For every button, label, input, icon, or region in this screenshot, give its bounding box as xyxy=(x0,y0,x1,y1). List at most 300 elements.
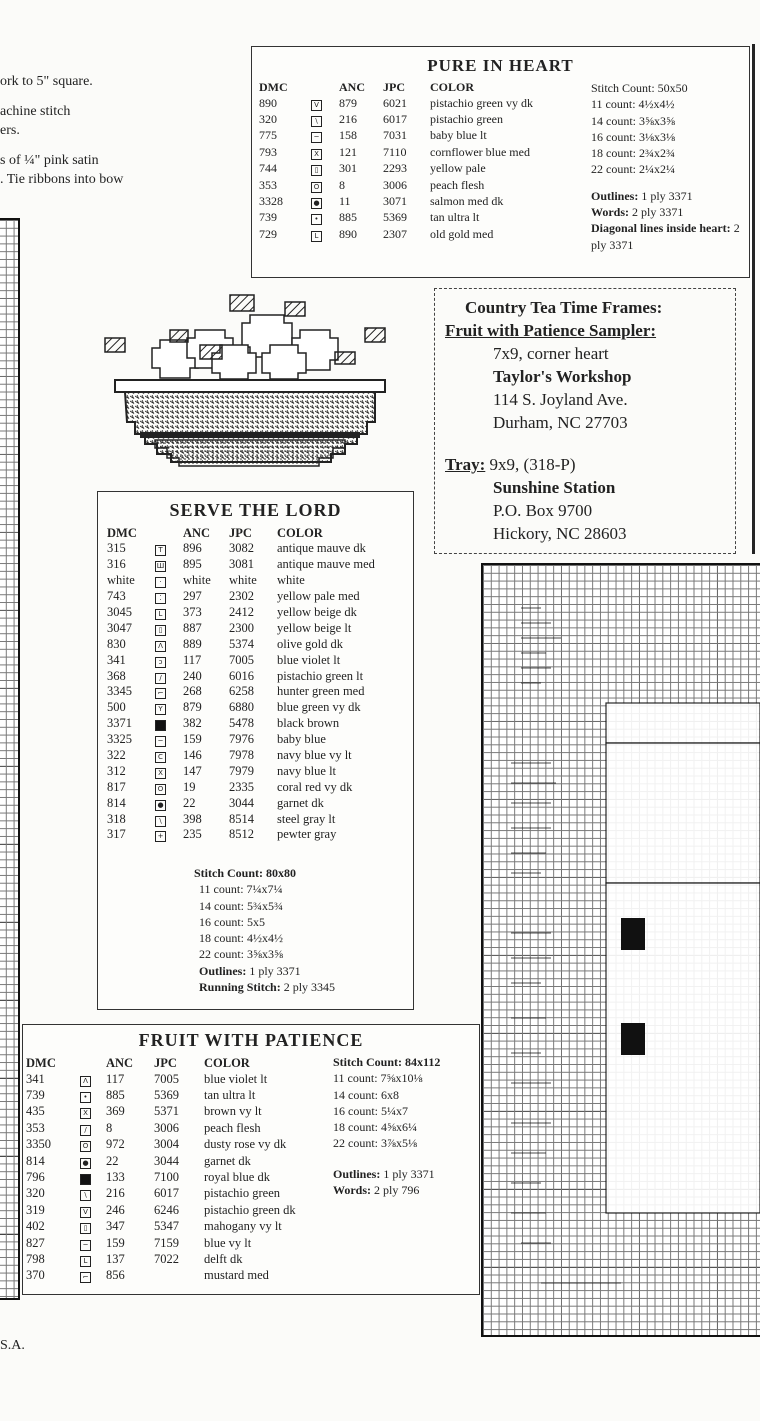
stitch-symbol-icon: ● xyxy=(311,198,322,209)
tray-line xyxy=(445,453,735,476)
floss-anc: white xyxy=(183,573,211,588)
floss-color: tan ultra lt xyxy=(204,1088,256,1103)
outlines-label: Outlines: xyxy=(199,963,247,978)
floss-dmc: 3047 xyxy=(107,620,132,635)
floss-jpc: 6017 xyxy=(383,112,407,127)
fruit-with-patience-info xyxy=(333,1054,477,1198)
floss-jpc: 5347 xyxy=(154,1219,179,1234)
floss-color: yellow pale med xyxy=(277,589,360,604)
floss-dmc: 793 xyxy=(259,144,277,159)
floss-row xyxy=(26,1169,329,1185)
floss-anc: 235 xyxy=(183,827,202,842)
col-anc: ANC xyxy=(339,80,365,94)
stitch-symbol-icon: Ш xyxy=(156,562,165,571)
floss-row xyxy=(26,1071,329,1087)
floss-dmc: 341 xyxy=(107,652,126,667)
floss-jpc: 7005 xyxy=(229,652,254,667)
floss-jpc: 2302 xyxy=(229,589,254,604)
floss-row xyxy=(107,827,407,843)
col-color: COLOR xyxy=(204,1056,250,1070)
floss-row xyxy=(26,1186,329,1202)
floss-color: hunter green med xyxy=(277,684,365,699)
floss-color: pistachio green dk xyxy=(204,1202,296,1217)
stitch-symbol-icon: ▯ xyxy=(155,625,166,636)
floss-color: blue violet lt xyxy=(277,652,341,667)
stitch-symbol-icon: ▯ xyxy=(311,165,322,176)
floss-row xyxy=(26,1268,329,1284)
col-symbol xyxy=(80,1056,106,1071)
floss-jpc: 3006 xyxy=(154,1120,179,1135)
floss-row xyxy=(26,1153,329,1169)
count-line: 11 count: 7⅝x10⅛ xyxy=(333,1071,423,1086)
floss-dmc: 500 xyxy=(107,700,126,715)
pure-in-heart-table xyxy=(259,80,580,243)
floss-dmc: 319 xyxy=(26,1202,45,1217)
col-dmc: DMC xyxy=(259,80,288,94)
floss-row xyxy=(26,1104,329,1120)
floss-row xyxy=(107,541,407,557)
floss-row xyxy=(26,1219,329,1235)
floss-color: garnet dk xyxy=(277,795,324,810)
floss-jpc: 3044 xyxy=(229,795,254,810)
floss-jpc: 7022 xyxy=(154,1251,179,1266)
floss-row xyxy=(107,795,407,811)
floss-anc: 159 xyxy=(106,1235,125,1250)
floss-anc: 382 xyxy=(183,716,202,731)
count-line: 18 count: 4½x4½ xyxy=(199,931,283,946)
floss-jpc: 5369 xyxy=(154,1088,179,1103)
stitch-symbol-icon: ■ xyxy=(80,1174,91,1185)
floss-anc: 121 xyxy=(339,144,357,159)
floss-dmc: 435 xyxy=(26,1104,45,1119)
floss-row xyxy=(107,811,407,827)
left-chart-grid xyxy=(0,218,20,1300)
floss-jpc: 5369 xyxy=(383,210,407,225)
intro-line: s of ¼" pink satin xyxy=(0,153,99,168)
stitch-count: Stitch Count: 80x80 xyxy=(194,866,297,880)
floss-dmc: 830 xyxy=(107,636,126,651)
words xyxy=(333,1182,477,1198)
company-city: Hickory, NC 28603 xyxy=(493,524,627,543)
floss-color: yellow beige dk xyxy=(277,605,357,619)
running-label: Running Stitch: xyxy=(199,980,281,995)
floss-anc: 297 xyxy=(183,589,202,604)
stitch-symbol-icon: X xyxy=(80,1108,91,1119)
running-value: 2 ply 3345 xyxy=(283,980,336,995)
floss-dmc: 317 xyxy=(107,827,126,842)
stitch-symbol-icon: ─ xyxy=(80,1240,91,1251)
serve-the-lord-table xyxy=(107,526,407,843)
floss-anc: 879 xyxy=(339,95,357,110)
floss-jpc: 8512 xyxy=(229,827,254,842)
words xyxy=(591,204,743,220)
floss-dmc: 827 xyxy=(26,1235,45,1250)
floss-dmc: 798 xyxy=(26,1251,45,1266)
floss-jpc: 7159 xyxy=(154,1235,179,1250)
floss-jpc: 6880 xyxy=(229,700,254,715)
col-jpc: JPC xyxy=(383,80,405,94)
stitch-symbol-icon: C xyxy=(155,752,166,763)
stitch-symbol-icon: \ xyxy=(311,116,322,127)
stitch-count: Stitch Count: 50x50 xyxy=(591,81,688,95)
company-address: P.O. Box 9700 xyxy=(493,501,593,520)
floss-jpc: 3071 xyxy=(383,194,407,209)
floss-jpc: 6016 xyxy=(229,668,254,683)
floss-jpc: 5374 xyxy=(229,636,254,651)
floss-anc: 11 xyxy=(339,194,351,209)
floss-anc: 240 xyxy=(183,668,202,683)
floss-anc: 159 xyxy=(183,732,202,747)
floss-row xyxy=(26,1087,329,1103)
floss-color: cornflower blue med xyxy=(430,144,530,159)
floss-color: blue violet lt xyxy=(204,1071,268,1086)
floss-jpc: 7100 xyxy=(154,1170,179,1185)
outlines xyxy=(199,963,404,979)
floss-anc: 216 xyxy=(106,1186,125,1201)
floss-row xyxy=(107,652,407,668)
floss-color: tan ultra lt xyxy=(430,210,480,225)
floss-jpc: 7976 xyxy=(229,732,254,747)
count-line: 18 count: 2¾x2¾ xyxy=(591,146,675,161)
diagonal-lines xyxy=(591,220,743,253)
count-line: 16 count: 5¼x7 xyxy=(333,1103,408,1118)
floss-jpc: 2293 xyxy=(383,161,407,176)
col-jpc: JPC xyxy=(154,1056,177,1070)
col-jpc: JPC xyxy=(229,526,252,540)
floss-row xyxy=(259,144,580,160)
pure-in-heart-key xyxy=(251,46,750,278)
floss-row xyxy=(259,193,580,209)
floss-color: salmon med dk xyxy=(430,194,504,209)
floss-dmc: 743 xyxy=(107,589,126,604)
floss-dmc: 729 xyxy=(259,226,277,241)
floss-dmc: 3345 xyxy=(107,684,132,699)
floss-jpc: 7978 xyxy=(229,748,254,763)
floss-row xyxy=(107,668,407,684)
stitch-symbol-icon: T xyxy=(155,545,166,556)
words-value: 2 ply 796 xyxy=(374,1183,420,1198)
floss-color: black brown xyxy=(277,716,340,731)
floss-row xyxy=(107,557,407,573)
floss-row xyxy=(107,573,407,589)
count-line: 11 count: 4½x4½ xyxy=(591,97,675,112)
floss-dmc: 3045 xyxy=(107,605,132,619)
company-city: Durham, NC 27703 xyxy=(493,413,628,432)
diag-value: 2 ply 3371 xyxy=(591,221,740,252)
company-address: 114 S. Joyland Ave. xyxy=(493,390,628,409)
stitch-symbol-icon: ● xyxy=(155,800,166,811)
floss-row xyxy=(107,620,407,636)
floss-row xyxy=(107,748,407,764)
floss-jpc: 3006 xyxy=(383,177,407,192)
floss-anc: 22 xyxy=(183,795,196,810)
tray-value: 9x9, (318-P) xyxy=(489,455,576,474)
floss-color: peach flesh xyxy=(204,1120,261,1135)
fruit-with-patience-key xyxy=(22,1024,480,1295)
floss-row xyxy=(107,716,407,732)
pure-in-heart-info xyxy=(591,80,743,253)
floss-jpc: 7031 xyxy=(383,128,407,143)
floss-anc: 895 xyxy=(183,557,202,572)
stitch-symbol-icon: ⌐ xyxy=(155,688,166,699)
stitch-symbol-icon: O xyxy=(155,784,166,795)
floss-row xyxy=(26,1235,329,1251)
floss-anc: 896 xyxy=(183,541,202,556)
count-line: 14 count: 3⅝x3⅝ xyxy=(591,113,675,128)
floss-color: delft dk xyxy=(204,1251,243,1266)
frames-info-box xyxy=(434,288,736,554)
floss-dmc: 316 xyxy=(107,557,126,572)
floss-anc: 158 xyxy=(339,128,357,143)
floss-jpc: 6258 xyxy=(229,684,254,699)
floss-color: blue green vy dk xyxy=(277,700,361,715)
floss-anc: 369 xyxy=(106,1104,125,1119)
company-name: Taylor's Workshop xyxy=(493,367,632,386)
words-label: Words: xyxy=(333,1183,372,1198)
fruit-with-patience-title: FRUIT WITH PATIENCE xyxy=(138,1030,364,1050)
fruit-with-patience-table xyxy=(26,1056,329,1284)
stitch-symbol-icon: · xyxy=(155,577,166,588)
floss-row xyxy=(107,636,407,652)
serve-the-lord-key xyxy=(97,491,414,1010)
floss-color: antique mauve dk xyxy=(277,541,366,556)
floss-dmc: 814 xyxy=(26,1153,45,1168)
col-anc: ANC xyxy=(106,1056,134,1070)
stitch-symbol-icon: V xyxy=(311,100,322,111)
floss-jpc: 6017 xyxy=(154,1186,179,1201)
col-color: COLOR xyxy=(277,526,323,540)
floss-color: dusty rose vy dk xyxy=(204,1137,287,1152)
stitch-symbol-icon: + xyxy=(155,831,166,842)
floss-color: pewter gray xyxy=(277,827,337,842)
floss-row xyxy=(259,177,580,193)
floss-dmc: 318 xyxy=(107,811,126,826)
intro-line: ork to 5" square. xyxy=(0,74,93,89)
floss-color: pistachio green xyxy=(430,112,503,127)
count-line: 14 count: 5¾x5¾ xyxy=(199,898,283,913)
stitch-symbol-icon: L xyxy=(80,1256,91,1267)
floss-dmc: white xyxy=(107,573,135,588)
floss-jpc: 2307 xyxy=(383,226,407,241)
floss-color: antique mauve med xyxy=(277,557,375,572)
floss-color: steel gray lt xyxy=(277,811,336,826)
floss-row xyxy=(107,700,407,716)
floss-color: yellow beige lt xyxy=(277,620,352,635)
stitch-symbol-icon: / xyxy=(80,1125,91,1136)
floss-dmc: 320 xyxy=(259,112,277,127)
floss-color: pistachio green lt xyxy=(277,668,364,683)
count-line: 22 count: 2¼x2¼ xyxy=(591,162,675,177)
floss-anc: 885 xyxy=(339,210,357,225)
intro-line: . Tie ribbons into bow xyxy=(0,172,124,187)
floss-anc: 347 xyxy=(106,1219,125,1234)
floss-color: peach flesh xyxy=(430,177,485,192)
floss-anc: 890 xyxy=(339,226,357,241)
intro-text xyxy=(0,72,240,189)
floss-jpc: 3082 xyxy=(229,541,254,556)
floss-dmc: 890 xyxy=(259,95,277,110)
floss-color: mustard med xyxy=(204,1268,269,1283)
running-stitch xyxy=(199,979,404,995)
floss-jpc: 6021 xyxy=(383,95,407,110)
floss-color: pistachio green vy dk xyxy=(430,95,533,110)
floss-dmc: 817 xyxy=(107,779,126,794)
floss-color: brown vy lt xyxy=(204,1104,262,1119)
floss-dmc: 739 xyxy=(259,210,277,225)
floss-row xyxy=(26,1202,329,1218)
stitch-symbol-icon: ⁚ xyxy=(155,593,166,604)
floss-dmc: 341 xyxy=(26,1071,45,1086)
floss-row xyxy=(26,1137,329,1153)
floss-anc: 268 xyxy=(183,684,202,699)
floss-anc: 301 xyxy=(339,161,357,176)
floss-row xyxy=(107,605,407,621)
stitch-symbol-icon: X xyxy=(311,149,322,160)
floss-anc: 147 xyxy=(183,763,202,778)
floss-dmc: 775 xyxy=(259,128,277,143)
stitch-symbol-icon: Λ xyxy=(80,1076,91,1087)
floss-anc: 887 xyxy=(183,620,202,635)
stitch-symbol-icon: Λ xyxy=(155,641,166,652)
floss-dmc: 3350 xyxy=(26,1137,51,1152)
count-line: 22 count: 3⅝x3⅝ xyxy=(199,947,283,962)
floss-color: coral red vy dk xyxy=(277,779,353,794)
floss-row xyxy=(259,210,580,226)
floss-color: white xyxy=(277,573,305,588)
stitch-symbol-icon: ─ xyxy=(155,736,166,747)
floss-anc: 146 xyxy=(183,748,202,763)
floss-dmc: 739 xyxy=(26,1088,45,1103)
col-dmc: DMC xyxy=(26,1056,56,1070)
sampler-title: Fruit with Patience Sampler: xyxy=(445,321,657,340)
stitch-symbol-icon: \ xyxy=(80,1190,91,1201)
stitch-symbol-icon: L xyxy=(155,609,166,620)
floss-row xyxy=(107,684,407,700)
floss-jpc: white xyxy=(229,573,257,588)
floss-dmc: 814 xyxy=(107,795,126,810)
floss-dmc: 312 xyxy=(107,763,126,778)
floss-dmc: 320 xyxy=(26,1186,45,1201)
floss-row xyxy=(26,1120,329,1136)
stitch-symbol-icon: • xyxy=(80,1092,91,1103)
floss-anc: 398 xyxy=(183,811,202,826)
pure-in-heart-title: PURE IN HEART xyxy=(427,56,574,75)
floss-dmc: 3325 xyxy=(107,732,132,747)
floss-color: old gold med xyxy=(430,226,494,241)
floss-dmc: 353 xyxy=(26,1120,45,1135)
stitch-symbol-icon: ● xyxy=(80,1158,91,1169)
stitch-symbol-icon: Y xyxy=(155,704,166,715)
floss-row xyxy=(26,1251,329,1267)
outlines-value: 1 ply 3371 xyxy=(641,188,693,203)
right-edge-border xyxy=(752,44,760,554)
count-line: 16 count: 5x5 xyxy=(199,914,265,929)
outlines xyxy=(591,188,743,204)
company-name: Sunshine Station xyxy=(493,478,616,497)
serve-the-lord-info xyxy=(194,865,404,995)
floss-anc: 889 xyxy=(183,636,202,651)
count-line: 18 count: 4⅝x6¼ xyxy=(333,1120,417,1135)
floss-jpc: 7979 xyxy=(229,763,254,778)
col-symbol xyxy=(311,80,339,95)
floss-jpc: 3004 xyxy=(154,1137,179,1152)
tray-label: Tray: xyxy=(445,455,486,474)
floss-anc: 133 xyxy=(106,1170,125,1185)
stitch-symbol-icon: • xyxy=(311,214,322,225)
floss-anc: 19 xyxy=(183,779,196,794)
floss-dmc: 315 xyxy=(107,541,126,556)
floss-dmc: 353 xyxy=(259,177,277,192)
col-symbol xyxy=(155,526,183,541)
stitch-symbol-icon: ▯ xyxy=(80,1223,91,1234)
outlines-label: Outlines: xyxy=(591,188,639,203)
intro-line: ers. xyxy=(0,123,20,138)
floss-row xyxy=(259,226,580,242)
floss-row xyxy=(259,95,580,111)
floss-anc: 972 xyxy=(106,1137,125,1152)
floss-color: yellow pale xyxy=(430,161,486,176)
stitch-symbol-icon: X xyxy=(155,768,166,779)
floss-dmc: 796 xyxy=(26,1170,45,1185)
count-line: 14 count: 6x8 xyxy=(333,1087,399,1102)
stitch-symbol-icon: ■ xyxy=(155,720,166,731)
floss-jpc: 6246 xyxy=(154,1202,179,1217)
floss-jpc: 2335 xyxy=(229,779,254,794)
stitch-symbol-icon: ɔ xyxy=(155,657,166,668)
floss-jpc: 2300 xyxy=(229,620,254,635)
floss-row xyxy=(259,111,580,127)
floss-row xyxy=(107,732,407,748)
stitch-symbol-icon: L xyxy=(311,231,322,242)
words-label: Words: xyxy=(591,205,630,220)
serve-the-lord-title: SERVE THE LORD xyxy=(169,500,342,520)
floss-row xyxy=(259,128,580,144)
outlines-value: 1 ply 3371 xyxy=(383,1166,435,1181)
floss-jpc: 7005 xyxy=(154,1071,179,1086)
floss-anc: 22 xyxy=(106,1153,119,1168)
floss-anc: 879 xyxy=(183,700,202,715)
count-line: 11 count: 7¼x7¼ xyxy=(199,882,283,897)
floss-color: mahogany vy lt xyxy=(204,1219,282,1234)
floss-color: garnet dk xyxy=(204,1153,251,1168)
stitch-symbol-icon: O xyxy=(80,1141,91,1152)
floss-anc: 117 xyxy=(183,652,202,667)
stitch-symbol-icon: ─ xyxy=(311,132,322,143)
sampler-size: 7x9, corner heart xyxy=(493,344,609,363)
intro-line: achine stitch xyxy=(0,104,71,119)
floss-anc: 117 xyxy=(106,1071,125,1086)
floss-jpc: 7110 xyxy=(383,144,407,159)
floss-color: olive gold dk xyxy=(277,636,343,651)
floss-color: navy blue lt xyxy=(277,763,337,778)
count-line: 22 count: 3⅞x5⅛ xyxy=(333,1136,417,1151)
col-dmc: DMC xyxy=(107,526,137,540)
floss-color: baby blue xyxy=(277,732,326,747)
count-line: 16 count: 3⅛x3⅛ xyxy=(591,129,675,144)
floss-dmc: 744 xyxy=(259,161,277,176)
floss-color: navy blue vy lt xyxy=(277,748,352,763)
floss-anc: 137 xyxy=(106,1251,125,1266)
floss-dmc: 322 xyxy=(107,748,126,763)
floss-jpc: 5478 xyxy=(229,716,254,731)
floss-dmc: 3328 xyxy=(259,194,283,209)
floss-color: pistachio green xyxy=(204,1186,281,1201)
footer-fragment: S.A. xyxy=(0,1338,25,1353)
col-anc: ANC xyxy=(183,526,211,540)
floss-color: blue vy lt xyxy=(204,1235,252,1250)
floss-jpc: 8514 xyxy=(229,811,254,826)
floss-dmc: 3371 xyxy=(107,716,132,731)
